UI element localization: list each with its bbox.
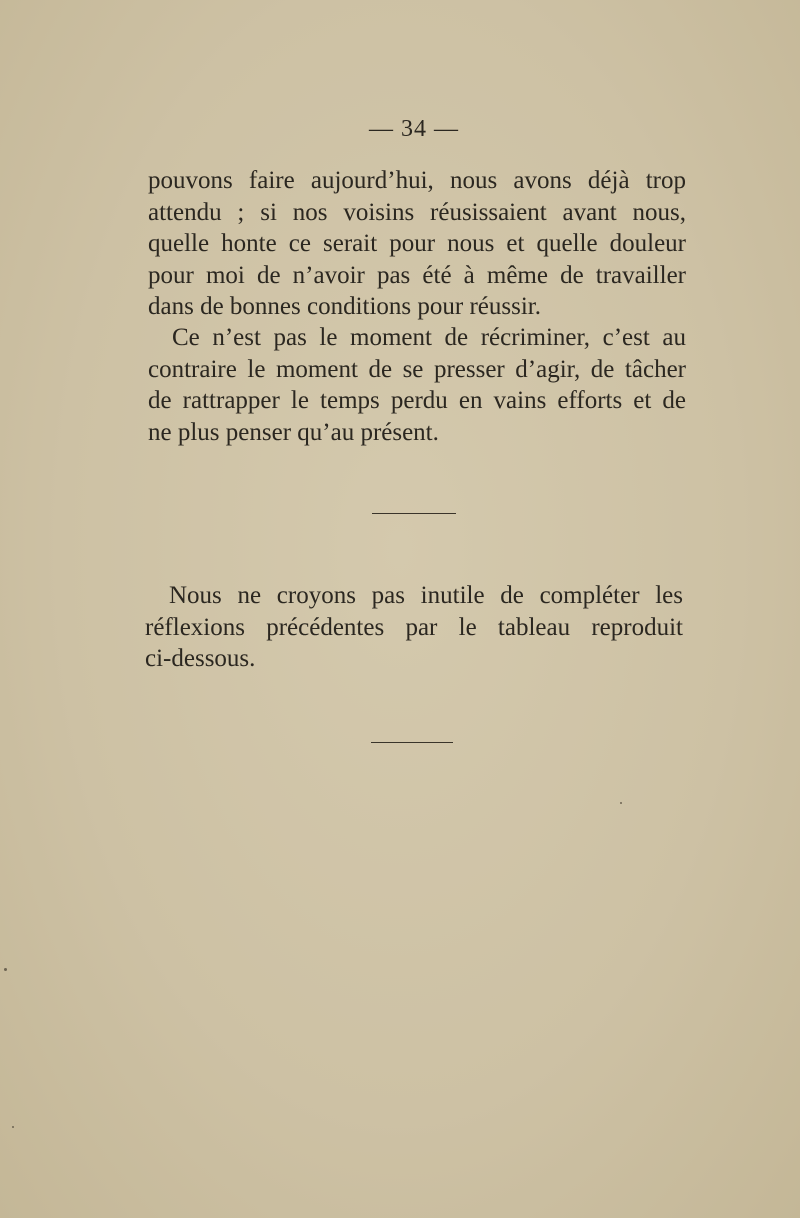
text-line: quelle honte ce serait pour nous et quelle douleur <box>148 230 686 257</box>
text-line: pouvons faire aujourd’hui, nous avons déjà trop <box>148 167 686 194</box>
text-line: ci-dessous. <box>145 645 256 672</box>
text-line: Ce n’est pas le moment de récriminer, c’est au <box>172 324 686 351</box>
page-number: — 34 — <box>369 116 459 142</box>
paper-speck <box>12 1126 14 1128</box>
section-divider <box>371 742 453 743</box>
paper-speck <box>620 802 622 804</box>
text-line: de rattrapper le temps perdu en vains efforts et de <box>148 387 686 414</box>
text-line: Nous ne croyons pas inutile de compléter les <box>169 582 683 609</box>
paragraph-1 <box>148 165 686 323</box>
paragraph-2 <box>148 322 686 448</box>
text-line: attendu ; si nos voisins réusissaient avant nous, <box>148 198 686 226</box>
section-divider <box>372 513 456 514</box>
text-line: ne plus penser qu’au présent. <box>148 418 439 446</box>
text-line: contraire le moment de se presser d’agir, de tâcher <box>148 355 686 383</box>
paragraph-3 <box>145 580 683 675</box>
text-line: réflexions précédentes par le tableau reproduit <box>145 613 683 641</box>
paper-speck <box>4 968 7 971</box>
text-line: dans de bonnes conditions pour réussir. <box>148 293 542 320</box>
text-line: pour moi de n’avoir pas été à même de travailler <box>148 261 686 289</box>
